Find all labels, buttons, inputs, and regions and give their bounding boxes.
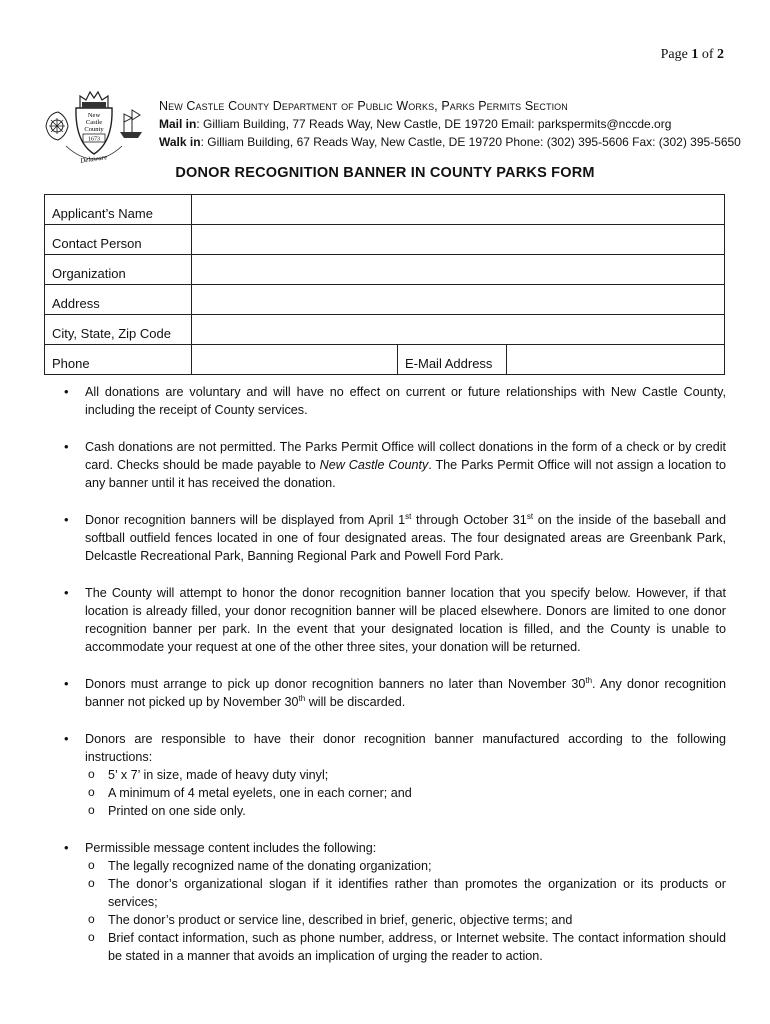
- email-label: E-Mail Address: [398, 345, 507, 375]
- mail-line: Mail in: Gilliam Building, 77 Reads Way, New Castle, DE 19720 Email: parkspermits@nccde.org: [159, 117, 672, 131]
- contact-person-label: Contact Person: [45, 225, 192, 255]
- page-number: Page 1 of 2: [660, 47, 724, 62]
- list-item: • Donors are responsible to have their donor recognition banner manufactured according to the following instructions: o 5’ x 7’ in size, made of heavy duty vinyl; o A minimum of 4 metal eyelets, one in each corner; and o Printed on one side only.: [64, 730, 726, 820]
- applicant-info-table: [44, 194, 725, 375]
- sub-list-item: o Printed on one side only.: [85, 802, 726, 820]
- form-title: DONOR RECOGNITION BANNER IN COUNTY PARKS FORM: [175, 165, 595, 181]
- phone-label: Phone: [45, 345, 192, 375]
- sub-list-item: o 5’ x 7’ in size, made of heavy duty vinyl;: [85, 766, 726, 784]
- seal-text-delaware: Delaware: [79, 153, 108, 165]
- department-line: New Castle County Department of Public Works, Parks Permits Section: [159, 99, 568, 113]
- city-state-zip-field[interactable]: [192, 315, 725, 345]
- contact-person-field[interactable]: [192, 225, 725, 255]
- seal-text-new: New: [87, 112, 101, 119]
- header-contact-block: [159, 97, 741, 151]
- sub-list-item: o The donor’s product or service line, described in brief, generic, objective terms; and: [85, 911, 726, 929]
- list-item: • Permissible message content includes the following: o The legally recognized name of the donating organization; o The donor’s organizational slogan if it identifies rather than promotes the organization or its products or services; o The donor’s product or service line, described in brief, generic, objective terms; and o Brief contact information, such as phone number, address, or Internet website. The contact information should be stated in a manner that avoids an implication of urging the reader to action.: [64, 839, 726, 965]
- organization-label: Organization: [45, 255, 192, 285]
- organization-field[interactable]: [192, 255, 725, 285]
- seal-text-castle: Castle: [85, 119, 103, 126]
- sub-list-item: o A minimum of 4 metal eyelets, one in each corner; and: [85, 784, 726, 802]
- phone-field[interactable]: [192, 345, 398, 375]
- seal-text-year: 1673: [88, 136, 100, 143]
- list-item: • Donor recognition banners will be displayed from April 1st through October 31st on the inside of the baseball and softball outfield fences located in one of four designated areas. The four designated areas are Greenbank Park, Delcastle Recreational Park, Banning Regional Park and Powell Ford Park.: [64, 511, 726, 565]
- applicant-name-field[interactable]: [192, 195, 725, 225]
- sub-list-item: o Brief contact information, such as phone number, address, or Internet website. The contact information should be stated in a manner that avoids an implication of urging the reader to action.: [85, 929, 726, 965]
- applicant-name-label: Applicant’s Name: [45, 195, 192, 225]
- sub-list-item: o The donor’s organizational slogan if it identifies rather than promotes the organization or its products or services;: [85, 875, 726, 911]
- city-state-zip-label: City, State, Zip Code: [45, 315, 192, 345]
- address-label: Address: [45, 285, 192, 315]
- list-item: • All donations are voluntary and will have no effect on current or future relationships with New Castle County, including the receipt of County services.: [64, 383, 726, 419]
- sub-list-item: o The legally recognized name of the donating organization;: [85, 857, 726, 875]
- email-field[interactable]: [507, 345, 725, 375]
- list-item: • Donors must arrange to pick up donor recognition banners no later than November 30th. Any donor recognition banner not picked up by November 30th will be discarded.: [64, 675, 726, 711]
- list-item: • The County will attempt to honor the donor recognition banner location that you specify below. However, if that location is already filled, your donor recognition banner will be placed elsewhere. Donors are limited to one donor recognition banner per park. In the event that your designated location is filled, and the County is unable to accommodate your request at one of the other three sites, your donation will be returned.: [64, 584, 726, 656]
- address-field[interactable]: [192, 285, 725, 315]
- walk-line: Walk in: Gilliam Building, 67 Reads Way, New Castle, DE 19720 Phone: (302) 395-5606 Fax: (302) 395-5650: [159, 135, 741, 149]
- seal-text-county: County: [84, 126, 104, 133]
- list-item: • Cash donations are not permitted. The Parks Permit Office will collect donations in the form of a check or by credit card. Checks should be made payable to New Castle County. The Parks Permit Office will not assign a location to any banner until it has received the donation.: [64, 438, 726, 492]
- county-seal-logo: [44, 82, 144, 168]
- terms-list: [64, 383, 726, 965]
